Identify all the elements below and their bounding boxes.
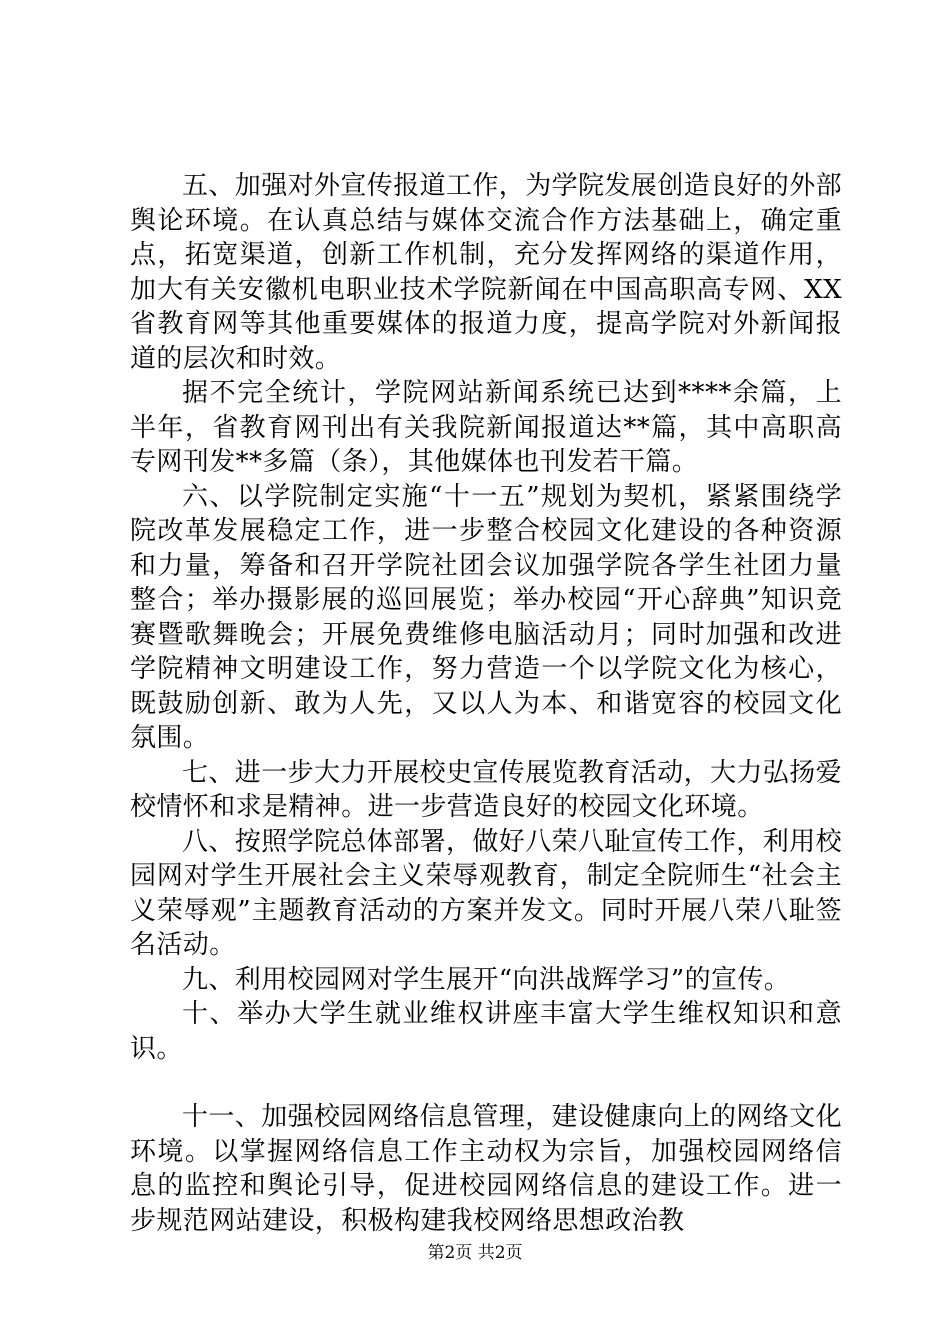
paragraph-school-history: 七、进一步大力开展校史宣传展览教育活动，大力弘扬爱校情怀和求是精神。进一步营造良好的校园文化环境。 bbox=[130, 757, 843, 822]
paragraph-network-management: 十一、加强校园网络信息管理，建设健康向上的网络文化环境。以掌握网络信息工作主动权为宗旨，加强校园网络信息的监控和舆论引导，促进校园网络信息的建设工作。进一步规范网站建设，积极构建我校网络思想政治教 bbox=[130, 1102, 843, 1236]
page-number-footer: 第2页 共2页 bbox=[427, 1243, 523, 1263]
paragraph-statistics: 据不完全统计，学院网站新闻系统已达到****余篇，上半年，省教育网刊出有关我院新闻报道达**篇，其中高职高专网刊发**多篇（条），其他媒体也刊发若干篇。 bbox=[130, 378, 842, 477]
document-body bbox=[130, 169, 842, 1238]
paragraph-employment-rights: 十、举办大学生就业维权讲座丰富大学生维权知识和意识。 bbox=[130, 999, 842, 1064]
paragraph-eight-honors: 八、按照学院总体部署，做好八荣八耻宣传工作，利用校园网对学生开展社会主义荣辱观教育，制定全院师生“社会主义荣辱观”主题教育活动的方案并发文。同时开展八荣八耻签名活动。 bbox=[130, 826, 843, 960]
paragraph-learning-campaign: 九、利用校园网对学生展开“向洪战辉学习”的宣传。 bbox=[182, 964, 791, 995]
paragraph-publicity: 五、加强对外宣传报道工作，为学院发展创造良好的外部舆论环境。在认真总结与媒体交流合作方法基础上，确定重点，拓宽渠道，创新工作机制，充分发挥网络的渠道作用，加大有关安徽机电职业技术学院新闻在中国高职高专网、XX省教育网等其他重要媒体的报道力度，提高学院对外新闻报道的层次和时效。 bbox=[130, 171, 843, 374]
paragraph-campus-culture: 六、以学院制定实施“十一五”规划为契机，紧紧围绕学院改革发展稳定工作，进一步整合校园文化建设的各种资源和力量，筹备和召开学院社团会议加强学院各学生社团力量整合；举办摄影展的巡回展览；举办校园“开心辞典”知识竞赛暨歌舞晚会；开展免费维修电脑活动月；同时加强和改进学院精神文明建设工作，努力营造一个以学院文化为核心，既鼓励创新、敢为人先，又以人为本、和谐宽容的校园文化氛围。 bbox=[130, 481, 842, 753]
paragraph-gap bbox=[130, 1066, 842, 1100]
